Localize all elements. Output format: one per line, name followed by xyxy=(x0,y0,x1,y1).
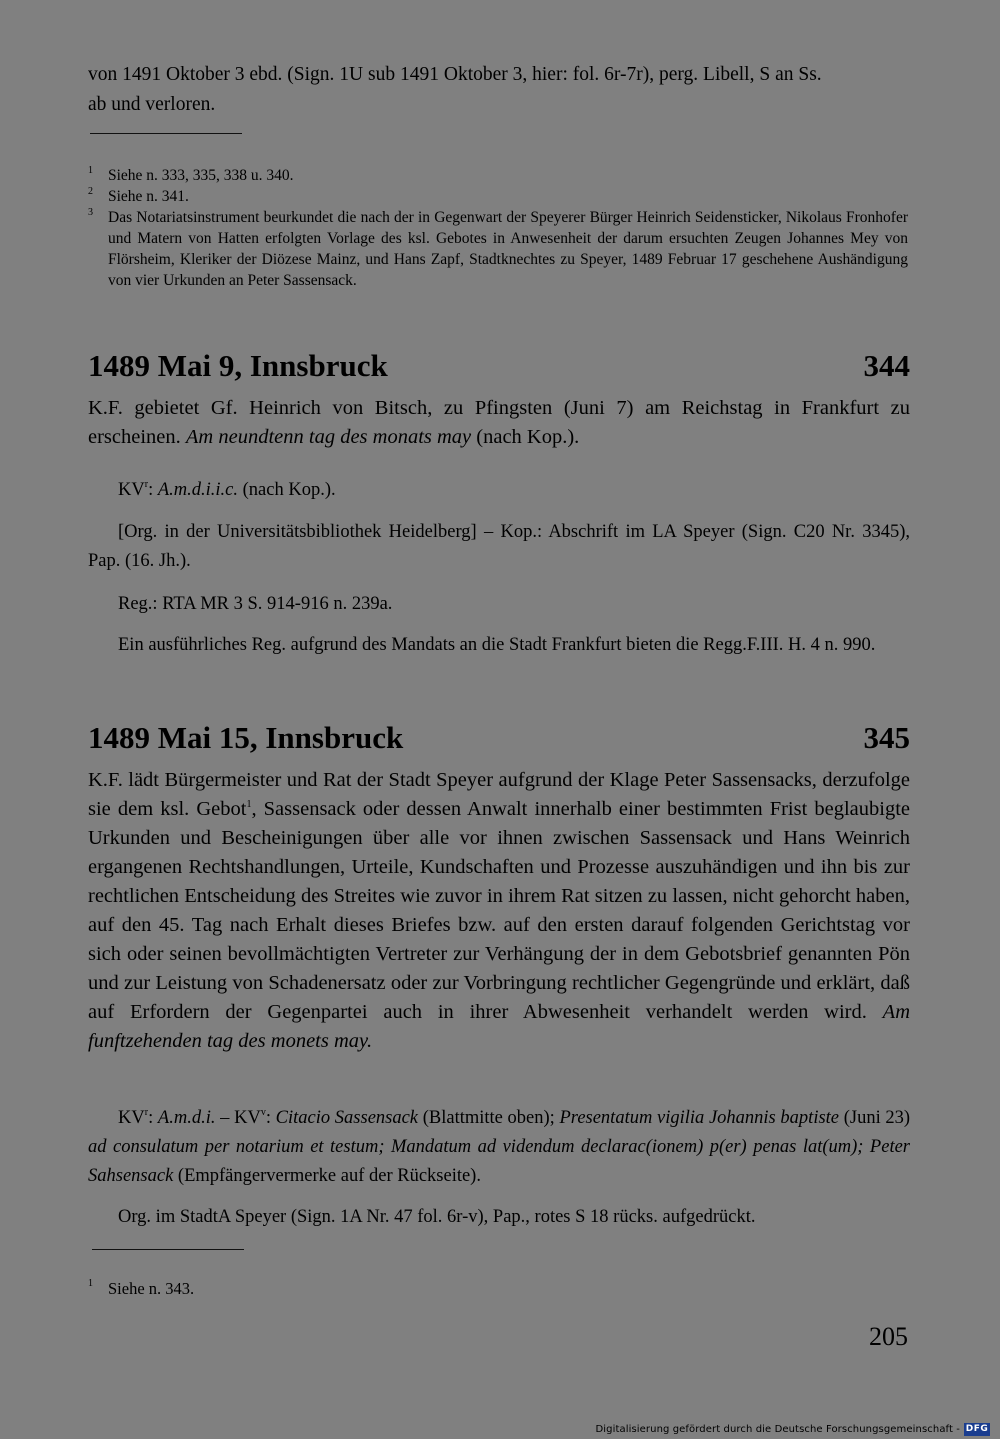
entry-345-regest-after: , Sassensack oder dessen Anwalt innerhalb einer bestimmten Frist beglaubigte Urkunden und Bescheinigungen über alle vor ihnen zwischen Sassensack und Hans Weinrich ergangenen Rechtshandlungen, Urteile, Kundschaften und Prozesse auszuhändigen und ihn bis zur rechtlichen Entscheidung des Streites wie zuvor in ihrem Rat sitzen zu lassen, nicht gehorcht haben, auf den 45. Tag nach Erhalt dieses Briefes bzw. auf den ersten darauf folgenden Gerichtstag vor sich oder seinen bevollmächtigten Vertreter zur Verhängung der in dem Gebotsbrief genannten Pön und zur Leistung von Schadenersatz oder zur Vorbringung rechtlicher Gegengründe und erklärt, daß auf Erfordern der Gegenpartei auch in ihrer Abwesenheit verhandelt werden wird. xyxy=(88,798,911,1023)
footnote-2 xyxy=(88,186,908,207)
entry-345-kv-plain-3: (Empfängervermerke auf der Rückseite). xyxy=(177,1166,481,1186)
entry-345-kv-text-1: A.m.d.i. xyxy=(157,1108,216,1128)
entry-345-regest-sup: 1 xyxy=(246,799,252,810)
entry-345-kv-sup-1: r xyxy=(144,1107,149,1118)
entry-344-org: [Org. in der Universitätsbibliothek Heidelberg] – Kop.: Abschrift im LA Speyer (Sign. C20 Nr. 3345), Pap. (16. Jh.). xyxy=(88,522,910,571)
entry-344-note: Ein ausführliches Reg. aufgrund des Mandats an die Stadt Frankfurt bieten die Regg.F.III. H. 4 n. 990. xyxy=(118,635,876,655)
entry-344-kv-label: KV xyxy=(118,480,145,500)
entry-344-reg: Reg.: RTA MR 3 S. 914-916 n. 239a. xyxy=(118,594,393,614)
entry-345-kv: $KV^r$: A.m.d.i. – $KV^v$: Citacio Sassensack (Blattmitte oben); Presentatum vigilia Johannis baptiste (Juni 23) ad consulatum per notarium et testum; Mandatum ad videndum declarac(ionem) p(er) penas lat(um); Peter Sahsensack (Empfängervermerke auf der Rückseite). xyxy=(88,1107,911,1186)
entry-345-number: 345 xyxy=(863,720,910,755)
footnote-1-number: 1 xyxy=(88,165,93,176)
footnote-3-number: 3 xyxy=(88,207,93,218)
carryover-line-1: von 1491 Oktober 3 ebd. (Sign. 1U sub 1491 Oktober 3, hier: fol. 6r-7r), perg. Libell, S an Ss. xyxy=(88,64,822,85)
entry-345-kv-label-2: KV xyxy=(234,1108,261,1128)
entry-344-quote-after: (nach Kop.). xyxy=(476,426,580,448)
footnote-2-text: Siehe n. 341. xyxy=(108,188,189,205)
entry-345-kv-plain-1: (Blattmitte oben); xyxy=(422,1108,555,1128)
entry-344-number: 344 xyxy=(863,348,910,383)
entry-344-regest xyxy=(88,394,910,452)
footnote-bottom-number: 1 xyxy=(88,1278,93,1289)
entry-345-kv-text-2: Citacio Sassensack xyxy=(275,1108,419,1128)
carryover-line-2: ab und verloren. xyxy=(88,94,216,115)
dfg-logo-icon: DFG xyxy=(965,1424,989,1434)
entry-345-regest-before: K.F. lädt Bürgermeister und Rat der Stadt Speyer aufgrund der Klage Peter Sassensacks, derzufolge sie dem ksl. Gebot xyxy=(88,769,910,820)
entry-345-quote: Am funftzehenden tag des monets may. xyxy=(88,1001,910,1052)
entry-345-kv-label-1: KV xyxy=(118,1108,145,1128)
footnote-3 xyxy=(88,207,908,291)
entry-344-quote: Am neundtenn tag des monats may xyxy=(185,426,472,448)
entry-345-kv-sup-2: v xyxy=(260,1107,266,1118)
footnote-separator-top xyxy=(90,133,242,134)
funding-note: Digitalisierung gefördert durch die Deutsche Forschungsgemeinschaft - xyxy=(595,1423,960,1435)
footnote-bottom-text: Siehe n. 343. xyxy=(108,1279,195,1298)
page-number: 205 xyxy=(869,1322,908,1351)
footnote-2-number: 2 xyxy=(88,186,93,197)
entry-345-kv-text-3: Presentatum vigilia Johannis baptiste xyxy=(559,1108,840,1128)
carryover-text xyxy=(88,60,910,120)
footnote-3-text: Das Notariatsinstrument beurkundet die nach der in Gegenwart der Speyerer Bürger Heinrich Seidensticker, Nikolaus Fronhofer und Matern von Hatten erfolgten Vorlage des ksl. Gebotes in Anwesenheit der darum ersuchten Zeugen Johannes Mey von Flörsheim, Kleriker der Diözese Mainz, und Hans Zapf, Stadtknechtes zu Speyer, 1489 Februar 17 geschehene Aushändigung von vier Urkunden an Peter Sassensack. xyxy=(108,209,908,289)
entry-345-org: Org. im StadtA Speyer (Sign. 1A Nr. 47 fol. 6r-v), Pap., rotes S 18 rücks. aufgedrückt. xyxy=(118,1207,756,1227)
entry-344-regest-text: K.F. gebietet Gf. Heinrich von Bitsch, zu Pfingsten (Juni 7) am Reichstag in Frankfurt zu erscheinen. xyxy=(88,397,910,448)
entry-344-kv-after: (nach Kop.). xyxy=(242,480,336,500)
entry-344-date: 1489 Mai 9, Innsbruck xyxy=(88,348,388,383)
entry-345-regest xyxy=(88,766,910,1056)
funding-bar xyxy=(595,1421,990,1437)
footnote-1-text: Siehe n. 333, 335, 338 u. 340. xyxy=(108,167,294,184)
entry-345-date: 1489 Mai 15, Innsbruck xyxy=(88,720,404,755)
entry-344-kv-text: A.m.d.i.i.c. xyxy=(157,480,238,500)
entry-345-kv-plain-2: (Juni 23) xyxy=(843,1108,911,1128)
entry-345-kv-text-4: ad consulatum per notarium et testum; Mandatum ad videndum declarac(ionem) p(er) penas lat(um); Peter Sahsensack xyxy=(88,1137,910,1186)
entry-345-kv-dash: – xyxy=(215,1108,235,1128)
footnote-bottom xyxy=(88,1278,908,1299)
entry-344-kv: $KV^r$: A.m.d.i.i.c. (nach Kop.). xyxy=(118,479,336,500)
entry-344-kv-sup: r xyxy=(144,479,149,490)
footnote-1 xyxy=(88,165,908,186)
footnote-separator-bottom xyxy=(92,1249,244,1250)
